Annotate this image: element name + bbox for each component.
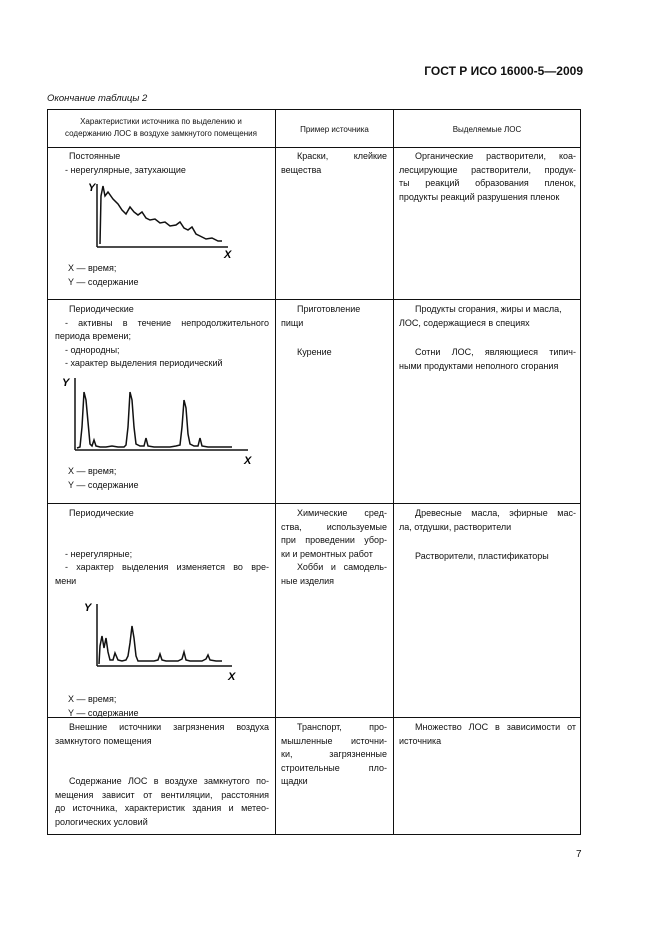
row3-example: Химические сред- ства, используемые при проведении убор- ки и ремонтных работ Хобби и самодель- ные изделия	[281, 508, 387, 586]
row1-characteristics: Постоянные - нерегулярные, затухающие	[65, 151, 186, 175]
table-caption: Окончание таблицы 2	[47, 93, 148, 104]
row2-example: Приготовление пищи Курение	[281, 304, 361, 357]
row4-example: Транспорт, про- мышленные источни- ки, загрязненные строительные пло- щадки	[281, 722, 387, 786]
row3-legend: X — время; Y — содержание	[68, 694, 139, 718]
row4-characteristics: Внешние источники загрязнения воздуха замкнутого помещения Содержание ЛОС в воздухе замкнутого по- мещения зависит от вентиляции, расстояния до источника, характеристик здания и метео- рологических условий	[55, 722, 269, 827]
row1-emission-graph	[80, 178, 240, 264]
y-axis-label: Y	[88, 182, 96, 194]
x-axis-label: X	[228, 671, 236, 683]
x-axis-label: X	[244, 455, 252, 467]
x-axis-label: X	[224, 249, 232, 261]
row2-emission-graph	[58, 372, 258, 466]
document-code: ГОСТ Р ИСО 16000-5—2009	[424, 64, 583, 78]
row1-example: Краски, клейкие вещества	[281, 151, 387, 175]
y-axis-label: Y	[62, 377, 70, 389]
row2-characteristics: Периодические - активны в течение непродолжительного периода времени; - однородны; - характер выделения периодический	[55, 304, 269, 368]
row2-voc: Продукты сгорания, жиры и масла, ЛОС, содержащиеся в специях Сотни ЛОС, являющиеся типич- ными продуктами неполного сгорания	[399, 304, 576, 371]
y-axis-label: Y	[84, 602, 92, 614]
row3-characteristics: Периодические - нерегулярные; - характер выделения изменяется во вре- мени	[55, 508, 269, 586]
page-number: 7	[576, 849, 582, 860]
column-header-characteristics: Характеристики источника по выделению и содержанию ЛОС в воздухе замкнутого помещения	[65, 117, 257, 138]
column-header-voc: Выделяемые ЛОС	[452, 125, 522, 134]
column-header-example: Пример источника	[300, 125, 369, 134]
row1-legend: X — время; Y — содержание	[68, 263, 139, 287]
row3-voc: Древесные масла, эфирные мас- ла, отдушки, растворители Растворители, пластификаторы	[399, 508, 576, 561]
row3-emission-graph	[80, 598, 240, 684]
irregular-emission-curve	[99, 626, 222, 664]
decaying-emission-curve	[100, 186, 222, 244]
periodic-emission-curve	[77, 392, 232, 448]
row2-legend: X — время; Y — содержание	[68, 466, 139, 490]
row1-voc: Органические растворители, коа- лесцирующие растворители, продук- ты реакций образования пленок, продукты реакций разрушения пленок	[399, 151, 576, 202]
row4-voc: Множество ЛОС в зависимости от источника	[399, 722, 576, 746]
